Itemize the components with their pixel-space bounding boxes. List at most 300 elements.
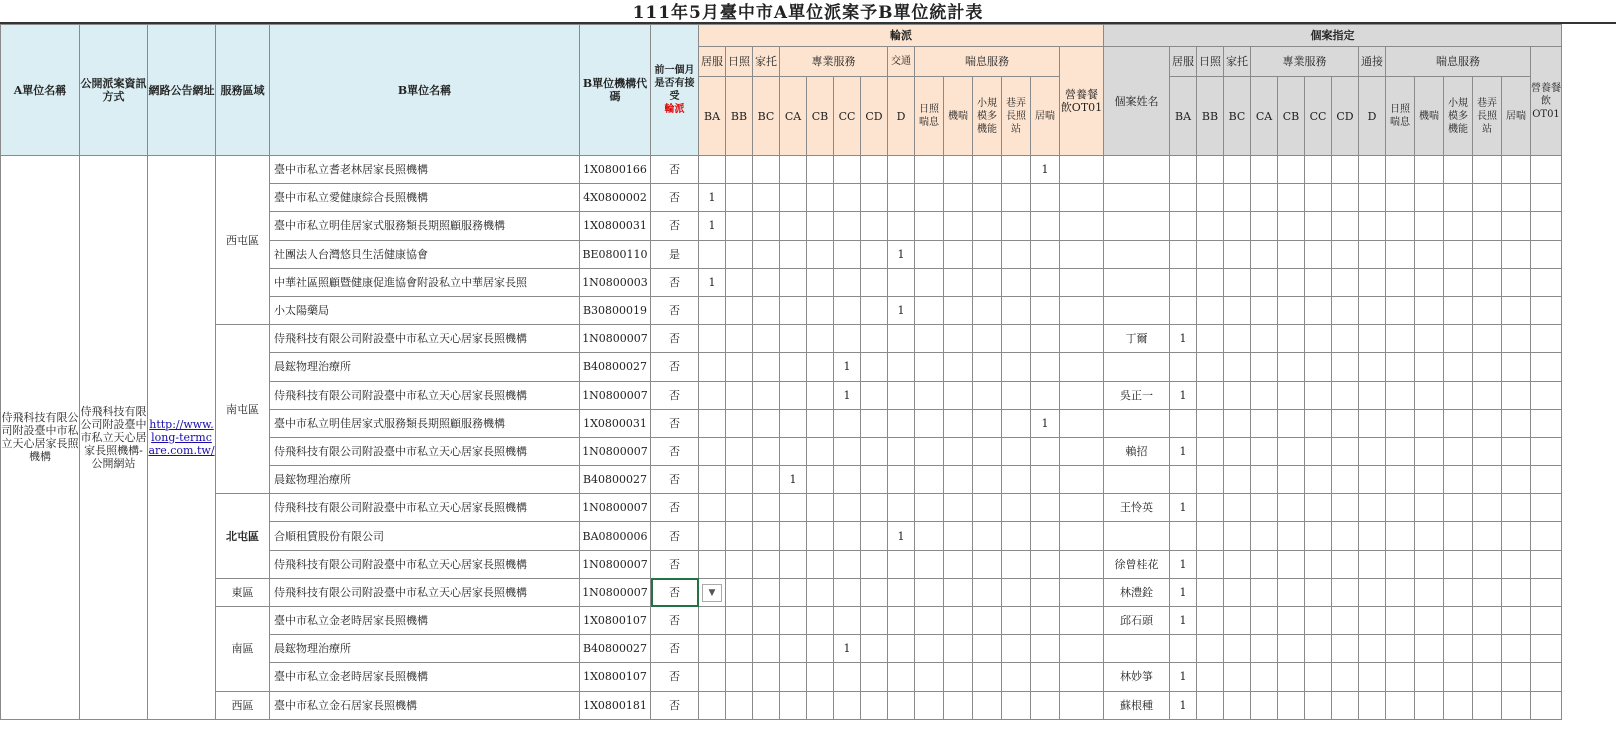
case-assign-cell[interactable] [1305, 437, 1332, 465]
rotation-cell[interactable] [726, 466, 753, 494]
rotation-cell[interactable] [834, 240, 861, 268]
case-assign-cell[interactable] [1224, 240, 1251, 268]
rotation-cell[interactable] [699, 466, 726, 494]
rotation-cell[interactable] [1031, 578, 1060, 606]
rotation-cell[interactable] [1060, 550, 1104, 578]
rotation-cell[interactable] [973, 522, 1002, 550]
prev-month-cell[interactable]: 否 [651, 268, 699, 296]
rotation-cell[interactable] [1060, 578, 1104, 606]
case-assign-cell[interactable] [1170, 268, 1197, 296]
case-assign-cell[interactable] [1305, 296, 1332, 324]
rotation-cell[interactable] [1002, 325, 1031, 353]
case-assign-cell[interactable] [1332, 381, 1359, 409]
rotation-cell[interactable] [1060, 494, 1104, 522]
rotation-cell[interactable] [944, 691, 973, 719]
case-assign-cell[interactable] [1444, 578, 1473, 606]
case-assign-cell[interactable] [1444, 409, 1473, 437]
rotation-cell[interactable] [753, 296, 780, 324]
rotation-cell[interactable] [1031, 437, 1060, 465]
case-assign-cell[interactable] [1415, 156, 1444, 184]
rotation-cell[interactable] [780, 409, 807, 437]
rotation-cell[interactable] [807, 409, 834, 437]
header-r-day[interactable]: 日照 [726, 47, 753, 77]
case-assign-cell[interactable] [1473, 635, 1502, 663]
case-assign-cell[interactable] [1278, 578, 1305, 606]
case-assign-cell[interactable] [1278, 156, 1305, 184]
case-assign-cell[interactable] [1502, 353, 1531, 381]
case-assign-cell[interactable] [1332, 578, 1359, 606]
rotation-cell[interactable] [888, 466, 915, 494]
header-c-code-0[interactable]: BA [1170, 77, 1197, 156]
case-assign-cell[interactable] [1359, 184, 1386, 212]
rotation-cell[interactable] [726, 550, 753, 578]
case-assign-cell[interactable] [1415, 635, 1444, 663]
case-assign-cell[interactable] [1415, 325, 1444, 353]
case-assign-cell[interactable] [1531, 494, 1562, 522]
case-name-cell[interactable] [1104, 240, 1170, 268]
rotation-cell[interactable] [807, 156, 834, 184]
rotation-cell[interactable] [807, 522, 834, 550]
b-unit-cell[interactable]: 社團法人台灣悠貝生活健康協會 [270, 240, 580, 268]
header-c-respite-0[interactable]: 日照喘息 [1386, 77, 1415, 156]
rotation-cell[interactable] [753, 325, 780, 353]
case-assign-cell[interactable] [1278, 353, 1305, 381]
case-assign-cell[interactable] [1251, 691, 1278, 719]
case-assign-cell[interactable] [1251, 522, 1278, 550]
rotation-cell[interactable] [726, 691, 753, 719]
rotation-cell[interactable] [807, 607, 834, 635]
rotation-cell[interactable] [780, 635, 807, 663]
rotation-cell[interactable] [915, 578, 944, 606]
rotation-cell[interactable] [726, 353, 753, 381]
b-unit-cell[interactable]: 侍飛科技有限公司附設臺中市私立天心居家長照機構 [270, 578, 580, 606]
case-assign-cell[interactable] [1305, 635, 1332, 663]
case-assign-cell[interactable] [1415, 691, 1444, 719]
case-assign-cell[interactable] [1170, 635, 1197, 663]
rotation-cell[interactable] [915, 268, 944, 296]
case-assign-cell[interactable]: 1 [1170, 550, 1197, 578]
rotation-cell[interactable] [915, 296, 944, 324]
case-assign-cell[interactable] [1251, 296, 1278, 324]
b-unit-cell[interactable]: 侍飛科技有限公司附設臺中市私立天心居家長照機構 [270, 494, 580, 522]
header-c-code-2[interactable]: BC [1224, 77, 1251, 156]
case-assign-cell[interactable] [1332, 325, 1359, 353]
rotation-cell[interactable]: 1 [888, 522, 915, 550]
rotation-cell[interactable] [944, 381, 973, 409]
rotation-cell[interactable] [834, 212, 861, 240]
b-code-cell[interactable]: 1N0800007 [580, 578, 651, 606]
rotation-cell[interactable] [1002, 691, 1031, 719]
rotation-cell[interactable] [861, 381, 888, 409]
rotation-cell[interactable] [1060, 607, 1104, 635]
rotation-cell[interactable] [973, 607, 1002, 635]
rotation-cell[interactable] [861, 691, 888, 719]
case-assign-cell[interactable] [1415, 522, 1444, 550]
rotation-cell[interactable] [915, 156, 944, 184]
rotation-cell[interactable] [915, 494, 944, 522]
rotation-cell[interactable] [807, 325, 834, 353]
b-code-cell[interactable]: 1N0800007 [580, 325, 651, 353]
case-assign-cell[interactable] [1278, 550, 1305, 578]
case-assign-cell[interactable] [1305, 607, 1332, 635]
case-assign-cell[interactable] [1305, 156, 1332, 184]
rotation-cell[interactable] [699, 156, 726, 184]
rotation-cell[interactable] [753, 466, 780, 494]
case-assign-cell[interactable] [1386, 663, 1415, 691]
header-c-respite-1[interactable]: 機喘 [1415, 77, 1444, 156]
case-assign-cell[interactable] [1444, 268, 1473, 296]
rotation-cell[interactable] [834, 578, 861, 606]
prev-month-cell[interactable]: 否 [651, 212, 699, 240]
rotation-cell[interactable] [861, 184, 888, 212]
case-name-cell[interactable] [1104, 268, 1170, 296]
case-assign-cell[interactable] [1332, 156, 1359, 184]
header-c-professional[interactable]: 專業服務 [1251, 47, 1359, 77]
case-assign-cell[interactable] [1224, 296, 1251, 324]
rotation-cell[interactable] [699, 635, 726, 663]
case-assign-cell[interactable] [1473, 550, 1502, 578]
case-assign-cell[interactable] [1531, 212, 1562, 240]
rotation-cell[interactable]: 1 [834, 635, 861, 663]
case-assign-cell[interactable] [1473, 466, 1502, 494]
prev-month-cell[interactable]: 否 [651, 409, 699, 437]
rotation-cell[interactable] [944, 663, 973, 691]
case-assign-cell[interactable] [1502, 212, 1531, 240]
case-assign-cell[interactable] [1332, 663, 1359, 691]
header-a-unit[interactable]: A單位名稱 [1, 25, 80, 156]
case-assign-cell[interactable] [1473, 409, 1502, 437]
rotation-cell[interactable] [1002, 494, 1031, 522]
case-assign-cell[interactable] [1197, 635, 1224, 663]
rotation-cell[interactable] [1002, 156, 1031, 184]
b-unit-cell[interactable]: 中華社區照顧暨健康促進協會附設私立中華居家長照 [270, 268, 580, 296]
rotation-cell[interactable] [834, 156, 861, 184]
case-assign-cell[interactable] [1197, 156, 1224, 184]
case-assign-cell[interactable] [1386, 353, 1415, 381]
rotation-cell[interactable] [944, 437, 973, 465]
case-assign-cell[interactable] [1531, 184, 1562, 212]
header-c-respite[interactable]: 喘息服務 [1386, 47, 1531, 77]
case-assign-cell[interactable] [1415, 268, 1444, 296]
header-r-respite-4[interactable]: 居喘 [1031, 77, 1060, 156]
case-assign-cell[interactable] [1415, 409, 1444, 437]
rotation-cell[interactable] [726, 494, 753, 522]
rotation-cell[interactable] [944, 353, 973, 381]
rotation-cell[interactable] [1060, 381, 1104, 409]
rotation-cell[interactable] [807, 212, 834, 240]
case-assign-cell[interactable] [1473, 353, 1502, 381]
rotation-cell[interactable] [861, 578, 888, 606]
case-assign-cell[interactable] [1444, 296, 1473, 324]
dropdown-arrow-icon[interactable]: ▼ [702, 584, 722, 602]
rotation-cell[interactable] [915, 466, 944, 494]
rotation-cell[interactable] [780, 353, 807, 381]
case-assign-cell[interactable] [1251, 409, 1278, 437]
rotation-cell[interactable] [973, 268, 1002, 296]
case-assign-cell[interactable] [1502, 240, 1531, 268]
rotation-cell[interactable] [699, 381, 726, 409]
case-assign-cell[interactable]: 1 [1170, 663, 1197, 691]
case-assign-cell[interactable] [1386, 550, 1415, 578]
rotation-cell[interactable] [861, 466, 888, 494]
header-r-transport[interactable]: 交通 [888, 47, 915, 77]
rotation-cell[interactable] [861, 296, 888, 324]
header-case-name[interactable]: 個案姓名 [1104, 47, 1170, 156]
rotation-cell[interactable] [1031, 663, 1060, 691]
rotation-cell[interactable] [753, 494, 780, 522]
rotation-cell[interactable] [973, 184, 1002, 212]
prev-month-cell[interactable]: 否 [651, 466, 699, 494]
rotation-cell[interactable]: 1 [699, 268, 726, 296]
case-assign-cell[interactable] [1197, 381, 1224, 409]
service-area-cell[interactable]: 東區 [216, 578, 270, 606]
rotation-cell[interactable] [915, 663, 944, 691]
rotation-cell[interactable] [888, 607, 915, 635]
case-assign-cell[interactable] [1224, 409, 1251, 437]
case-assign-cell[interactable] [1531, 663, 1562, 691]
rotation-cell[interactable] [861, 325, 888, 353]
case-assign-cell[interactable] [1415, 466, 1444, 494]
rotation-cell[interactable] [1060, 184, 1104, 212]
case-assign-cell[interactable]: 1 [1170, 578, 1197, 606]
header-dispatch-method[interactable]: 公開派案資訊方式 [80, 25, 148, 156]
case-assign-cell[interactable] [1278, 240, 1305, 268]
case-name-cell[interactable] [1104, 212, 1170, 240]
prev-month-cell[interactable]: 否 [651, 296, 699, 324]
rotation-cell[interactable] [834, 325, 861, 353]
b-code-cell[interactable]: B40800027 [580, 635, 651, 663]
rotation-cell[interactable] [944, 409, 973, 437]
b-code-cell[interactable]: B30800019 [580, 296, 651, 324]
case-assign-cell[interactable] [1502, 663, 1531, 691]
case-assign-cell[interactable] [1386, 578, 1415, 606]
case-assign-cell[interactable] [1386, 268, 1415, 296]
case-assign-cell[interactable] [1332, 691, 1359, 719]
rotation-cell[interactable] [780, 522, 807, 550]
case-assign-cell[interactable] [1444, 353, 1473, 381]
rotation-cell[interactable] [888, 494, 915, 522]
header-r-professional[interactable]: 專業服務 [780, 47, 888, 77]
case-assign-cell[interactable] [1224, 353, 1251, 381]
case-assign-cell[interactable] [1386, 437, 1415, 465]
rotation-cell[interactable] [861, 607, 888, 635]
rotation-cell[interactable] [1031, 635, 1060, 663]
rotation-cell[interactable] [888, 550, 915, 578]
header-r-code-2[interactable]: BC [753, 77, 780, 156]
case-assign-cell[interactable] [1305, 578, 1332, 606]
case-assign-cell[interactable] [1224, 437, 1251, 465]
rotation-cell[interactable] [861, 353, 888, 381]
header-c-family[interactable]: 家托 [1224, 47, 1251, 77]
case-assign-cell[interactable] [1332, 494, 1359, 522]
rotation-cell[interactable] [1060, 635, 1104, 663]
rotation-cell[interactable] [1002, 635, 1031, 663]
case-name-cell[interactable] [1104, 522, 1170, 550]
case-assign-cell[interactable] [1531, 437, 1562, 465]
rotation-cell[interactable] [1031, 296, 1060, 324]
header-prev-month[interactable] [651, 25, 699, 156]
rotation-cell[interactable] [944, 466, 973, 494]
rotation-cell[interactable] [973, 240, 1002, 268]
rotation-cell[interactable] [726, 156, 753, 184]
case-assign-cell[interactable] [1170, 353, 1197, 381]
case-assign-cell[interactable] [1224, 184, 1251, 212]
case-assign-cell[interactable] [1415, 212, 1444, 240]
rotation-cell[interactable] [973, 494, 1002, 522]
rotation-cell[interactable] [888, 635, 915, 663]
case-assign-cell[interactable] [1197, 550, 1224, 578]
case-assign-cell[interactable] [1531, 381, 1562, 409]
case-assign-cell[interactable] [1444, 156, 1473, 184]
rotation-cell[interactable] [1002, 663, 1031, 691]
website-link[interactable]: http://www.long-termcare.com.tw/ [148, 417, 215, 457]
case-assign-cell[interactable] [1359, 296, 1386, 324]
rotation-cell[interactable] [973, 156, 1002, 184]
case-name-cell[interactable] [1104, 353, 1170, 381]
rotation-cell[interactable] [944, 578, 973, 606]
rotation-cell[interactable] [753, 607, 780, 635]
case-assign-cell[interactable] [1444, 550, 1473, 578]
rotation-cell[interactable] [699, 522, 726, 550]
case-assign-cell[interactable] [1278, 494, 1305, 522]
rotation-cell[interactable] [1031, 466, 1060, 494]
rotation-cell[interactable] [699, 494, 726, 522]
case-assign-cell[interactable] [1415, 578, 1444, 606]
rotation-cell[interactable] [861, 437, 888, 465]
case-assign-cell[interactable] [1415, 184, 1444, 212]
case-assign-cell[interactable] [1251, 268, 1278, 296]
case-assign-cell[interactable] [1502, 184, 1531, 212]
rotation-cell[interactable]: 1 [699, 212, 726, 240]
case-assign-cell[interactable] [1531, 409, 1562, 437]
case-assign-cell[interactable]: 1 [1170, 381, 1197, 409]
case-name-cell[interactable]: 賴招 [1104, 437, 1170, 465]
case-assign-cell[interactable] [1278, 635, 1305, 663]
case-assign-cell[interactable] [1305, 663, 1332, 691]
rotation-cell[interactable] [1031, 240, 1060, 268]
rotation-cell[interactable] [1060, 691, 1104, 719]
rotation-cell[interactable] [888, 578, 915, 606]
rotation-cell[interactable] [726, 296, 753, 324]
rotation-cell[interactable] [780, 550, 807, 578]
case-assign-cell[interactable] [1224, 663, 1251, 691]
rotation-cell[interactable] [861, 550, 888, 578]
b-unit-cell[interactable]: 侍飛科技有限公司附設臺中市私立天心居家長照機構 [270, 550, 580, 578]
case-assign-cell[interactable] [1444, 240, 1473, 268]
case-assign-cell[interactable] [1386, 607, 1415, 635]
rotation-cell[interactable] [780, 607, 807, 635]
case-assign-cell[interactable] [1359, 607, 1386, 635]
case-assign-cell[interactable] [1251, 437, 1278, 465]
case-assign-cell[interactable] [1305, 240, 1332, 268]
b-code-cell[interactable]: BA0800006 [580, 522, 651, 550]
case-assign-cell[interactable] [1170, 184, 1197, 212]
case-assign-cell[interactable] [1251, 184, 1278, 212]
case-assign-cell[interactable] [1502, 268, 1531, 296]
rotation-cell[interactable] [973, 381, 1002, 409]
case-assign-cell[interactable] [1197, 268, 1224, 296]
case-assign-cell[interactable] [1305, 494, 1332, 522]
case-assign-cell[interactable] [1278, 466, 1305, 494]
rotation-cell[interactable] [780, 691, 807, 719]
b-unit-cell[interactable]: 侍飛科技有限公司附設臺中市私立天心居家長照機構 [270, 381, 580, 409]
rotation-cell[interactable] [944, 296, 973, 324]
case-assign-cell[interactable] [1444, 663, 1473, 691]
case-assign-cell[interactable] [1170, 212, 1197, 240]
case-name-cell[interactable]: 林妙箏 [1104, 663, 1170, 691]
rotation-cell[interactable] [807, 240, 834, 268]
case-assign-cell[interactable] [1444, 212, 1473, 240]
rotation-cell[interactable] [726, 409, 753, 437]
rotation-cell[interactable] [753, 409, 780, 437]
b-unit-cell[interactable]: 臺中市私立金老時居家長照機構 [270, 607, 580, 635]
case-assign-cell[interactable] [1502, 296, 1531, 324]
header-b-code[interactable]: B單位機構代碼 [580, 25, 651, 156]
rotation-cell[interactable] [973, 212, 1002, 240]
rotation-cell[interactable] [1002, 268, 1031, 296]
case-assign-cell[interactable] [1359, 466, 1386, 494]
b-unit-cell[interactable]: 侍飛科技有限公司附設臺中市私立天心居家長照機構 [270, 437, 580, 465]
case-assign-cell[interactable] [1251, 212, 1278, 240]
header-c-day[interactable]: 日照 [1197, 47, 1224, 77]
rotation-cell[interactable] [834, 466, 861, 494]
b-unit-cell[interactable]: 晨鋐物理治療所 [270, 353, 580, 381]
rotation-cell[interactable] [807, 494, 834, 522]
rotation-cell[interactable] [1002, 409, 1031, 437]
rotation-cell[interactable] [753, 156, 780, 184]
b-code-cell[interactable]: BE0800110 [580, 240, 651, 268]
case-assign-cell[interactable] [1224, 325, 1251, 353]
case-name-cell[interactable]: 丁爾 [1104, 325, 1170, 353]
b-code-cell[interactable]: 1X0800031 [580, 212, 651, 240]
case-assign-cell[interactable] [1332, 409, 1359, 437]
rotation-cell[interactable] [1060, 212, 1104, 240]
case-name-cell[interactable]: 蘇根種 [1104, 691, 1170, 719]
header-r-code-0[interactable]: BA [699, 77, 726, 156]
b-unit-cell[interactable]: 臺中市私立金石居家長照機構 [270, 691, 580, 719]
case-assign-cell[interactable] [1224, 466, 1251, 494]
header-b-unit[interactable]: B單位名稱 [270, 25, 580, 156]
case-assign-cell[interactable] [1386, 691, 1415, 719]
case-assign-cell[interactable] [1502, 522, 1531, 550]
case-assign-cell[interactable] [1224, 550, 1251, 578]
rotation-cell[interactable] [973, 635, 1002, 663]
case-assign-cell[interactable] [1359, 635, 1386, 663]
rotation-cell[interactable] [861, 409, 888, 437]
rotation-cell[interactable] [780, 240, 807, 268]
case-assign-cell[interactable] [1332, 607, 1359, 635]
case-assign-cell[interactable] [1502, 550, 1531, 578]
prev-month-cell[interactable]: 否 [651, 691, 699, 719]
case-assign-cell[interactable] [1332, 212, 1359, 240]
rotation-cell[interactable] [807, 437, 834, 465]
header-r-home[interactable]: 居服 [699, 47, 726, 77]
rotation-cell[interactable] [1002, 353, 1031, 381]
case-name-cell[interactable]: 王怜英 [1104, 494, 1170, 522]
rotation-cell[interactable] [861, 268, 888, 296]
case-assign-cell[interactable] [1170, 240, 1197, 268]
header-r-code-4[interactable]: CB [807, 77, 834, 156]
case-assign-cell[interactable] [1473, 156, 1502, 184]
rotation-cell[interactable] [888, 663, 915, 691]
case-assign-cell[interactable] [1197, 691, 1224, 719]
case-assign-cell[interactable] [1444, 184, 1473, 212]
case-name-cell[interactable] [1104, 409, 1170, 437]
case-assign-cell[interactable] [1170, 409, 1197, 437]
rotation-cell[interactable] [915, 184, 944, 212]
case-assign-cell[interactable] [1278, 409, 1305, 437]
case-assign-cell[interactable] [1332, 184, 1359, 212]
